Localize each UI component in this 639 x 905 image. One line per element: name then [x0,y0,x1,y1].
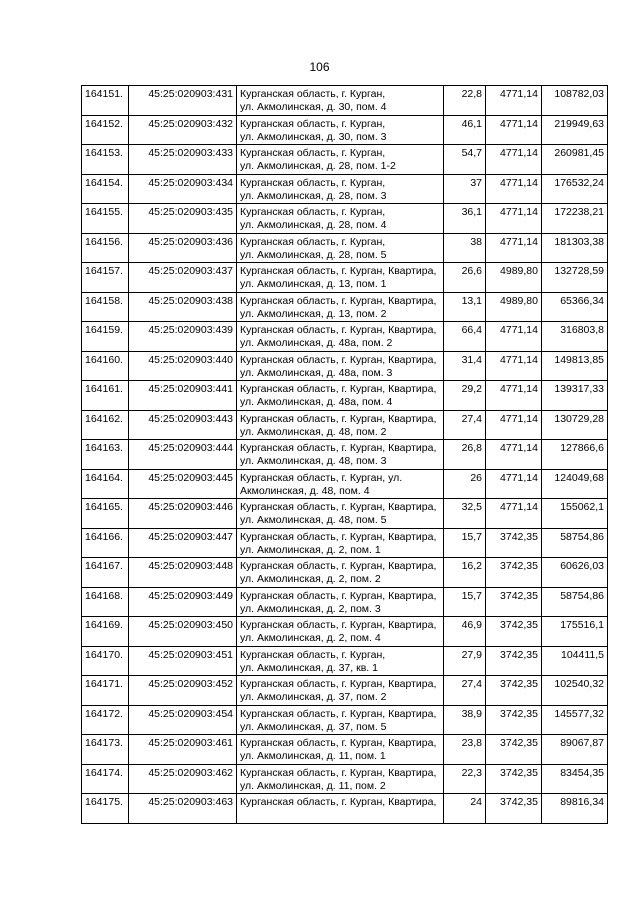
area-value: 23,8 [444,735,486,765]
row-number: 164155. [82,204,129,234]
row-number: 164170. [82,646,129,676]
address-line: ул. Акмолинская, д. 28, пом. 1-2 [240,160,396,172]
cadastral-number: 45:25:020903:444 [129,440,237,470]
cadastral-value: 260981,45 [542,145,608,175]
row-number: 164157. [82,263,129,293]
specific-value: 4771,14 [486,499,542,529]
address-cell [237,558,444,588]
address-line: Курганская область, г. Курган, Квартира, [240,383,437,395]
address-line: ул. Акмолинская, д. 37, пом. 5 [240,720,387,733]
cadastral-number: 45:25:020903:454 [129,705,237,735]
cadastral-number: 45:25:020903:451 [129,646,237,676]
specific-value: 4771,14 [486,351,542,381]
row-number: 164163. [82,440,129,470]
cadastral-number: 45:25:020903:462 [129,764,237,794]
table-row [82,617,608,647]
cadastral-number: 45:25:020903:450 [129,617,237,647]
area-value: 36,1 [444,204,486,234]
address-line: ул. Акмолинская, д. 48а, пом. 3 [240,366,393,379]
cadastral-value: 181303,38 [542,233,608,263]
address-cell [237,174,444,204]
cadastral-value: 132728,59 [542,263,608,293]
address-cell [237,469,444,499]
cadastral-number: 45:25:020903:441 [129,381,237,411]
specific-value: 3742,35 [486,764,542,794]
row-number: 164165. [82,499,129,529]
row-number: 164161. [82,381,129,411]
address-cell [237,528,444,558]
specific-value: 4771,14 [486,410,542,440]
cadastral-value: 316803,8 [542,322,608,352]
address-line: ул. Акмолинская, д. 2, пом. 3 [240,602,381,615]
cadastral-value: 89816,34 [542,794,608,824]
address-cell [237,676,444,706]
specific-value: 4771,14 [486,322,542,352]
address-cell [237,86,444,116]
address-line: Акмолинская, д. 48, пом. 4 [240,484,370,497]
specific-value: 4771,14 [486,86,542,116]
cadastral-number: 45:25:020903:433 [129,145,237,175]
cadastral-number: 45:25:020903:434 [129,174,237,204]
cadastral-number: 45:25:020903:461 [129,735,237,765]
address-line: Курганская область, г. Курган, [240,648,386,661]
specific-value: 4771,14 [486,381,542,411]
address-line: Курганская область, г. Курган, Квартира, [240,619,437,631]
address-line: ул. Акмолинская, д. 48а, пом. 2 [240,337,393,349]
address-line: ул. Акмолинская, д. 48, пом. 2 [240,425,387,438]
row-number: 164162. [82,410,129,440]
specific-value: 3742,35 [486,617,542,647]
row-number: 164171. [82,676,129,706]
cadastral-number: 45:25:020903:443 [129,410,237,440]
area-value: 46,1 [444,115,486,145]
specific-value: 3742,35 [486,587,542,617]
row-number: 164166. [82,528,129,558]
table-row [82,440,608,470]
table-row [82,322,608,352]
row-number: 164175. [82,794,129,824]
table-row [82,705,608,735]
address-line: Курганская область, г. Курган, [240,176,386,189]
area-value: 38,9 [444,705,486,735]
specific-value: 3742,35 [486,676,542,706]
address-cell [237,263,444,293]
specific-value: 4771,14 [486,233,542,263]
row-number: 164164. [82,469,129,499]
cadastral-number: 45:25:020903:447 [129,528,237,558]
address-line: ул. Акмолинская, д. 37, пом. 2 [240,691,387,703]
cadastral-number: 45:25:020903:435 [129,204,237,234]
address-line: ул. Акмолинская, д. 28, пом. 4 [240,219,387,231]
area-value: 26,8 [444,440,486,470]
address-line: ул. Акмолинская, д. 37, кв. 1 [240,661,378,674]
row-number: 164159. [82,322,129,352]
table-row [82,410,608,440]
table-row [82,499,608,529]
address-line: Курганская область, г. Курган, Квартира, [240,560,437,572]
table-row [82,735,608,765]
cadastral-value: 145577,32 [542,705,608,735]
area-value: 27,9 [444,646,486,676]
table-row [82,263,608,293]
address-line: ул. Акмолинская, д. 48а, пом. 4 [240,396,393,408]
table-row [82,794,608,824]
address-line: Курганская область, г. Курган, Квартира, [240,324,437,336]
address-line: Курганская область, г. Курган, Квартира, [240,678,437,690]
row-number: 164174. [82,764,129,794]
address-line: ул. Акмолинская, д. 13, пом. 2 [240,307,387,320]
row-number: 164160. [82,351,129,381]
cadastral-value: 58754,86 [542,587,608,617]
table-row [82,528,608,558]
cadastral-number: 45:25:020903:448 [129,558,237,588]
area-value: 27,4 [444,410,486,440]
area-value: 26 [444,469,486,499]
table-row [82,646,608,676]
address-cell [237,292,444,322]
address-line: Курганская область, г. Курган, Квартира, [240,294,437,307]
area-value: 54,7 [444,145,486,175]
table-row [82,351,608,381]
table-row [82,115,608,145]
address-cell [237,233,444,263]
table-row [82,174,608,204]
row-number: 164158. [82,292,129,322]
row-number: 164173. [82,735,129,765]
cadastral-value: 108782,03 [542,86,608,116]
address-line: ул. Акмолинская, д. 28, пом. 5 [240,248,387,261]
cadastral-value: 65366,34 [542,292,608,322]
address-line: ул. Акмолинская, д. 2, пом. 1 [240,543,381,556]
address-cell [237,705,444,735]
row-number: 164168. [82,587,129,617]
address-line: Курганская область, г. Курган, Квартира, [240,501,437,513]
row-number: 164156. [82,233,129,263]
address-line: ул. Акмолинская, д. 2, пом. 4 [240,632,381,644]
address-cell [237,204,444,234]
cadastral-number: 45:25:020903:445 [129,469,237,499]
address-cell [237,440,444,470]
address-line: Курганская область, г. Курган, Квартира, [240,766,437,779]
table-row [82,381,608,411]
specific-value: 3742,35 [486,646,542,676]
cadastral-value: 155062,1 [542,499,608,529]
area-value: 32,5 [444,499,486,529]
address-cell [237,145,444,175]
cadastral-number: 45:25:020903:440 [129,351,237,381]
specific-value: 3742,35 [486,558,542,588]
address-line: ул. Акмолинская, д. 11, пом. 1 [240,750,386,762]
specific-value: 4989,80 [486,263,542,293]
table-row [82,587,608,617]
table-row [82,204,608,234]
area-value: 15,7 [444,528,486,558]
area-value: 37 [444,174,486,204]
address-line: ул. Акмолинская, д. 48, пом. 3 [240,455,387,467]
page-number: 106 [309,60,330,74]
cadastral-value: 124049,68 [542,469,608,499]
area-value: 22,3 [444,764,486,794]
address-cell [237,499,444,529]
table-row [82,469,608,499]
address-cell [237,764,444,794]
specific-value: 4771,14 [486,204,542,234]
address-cell [237,115,444,145]
area-value: 31,4 [444,351,486,381]
cadastral-value-table [81,85,608,824]
address-line: Курганская область, г. Курган, Квартира, [240,796,437,808]
address-line: Курганская область, г. Курган, Квартира, [240,589,437,602]
table-body [82,86,608,824]
address-line: Курганская область, г. Курган, Квартира, [240,707,437,720]
address-cell [237,735,444,765]
row-number: 164169. [82,617,129,647]
area-value: 16,2 [444,558,486,588]
cadastral-number: 45:25:020903:431 [129,86,237,116]
area-value: 13,1 [444,292,486,322]
row-number: 164151. [82,86,129,116]
address-line: Курганская область, г. Курган, [240,206,386,218]
area-value: 27,4 [444,676,486,706]
address-line: Курганская область, г. Курган, [240,147,386,159]
cadastral-number: 45:25:020903:438 [129,292,237,322]
table-row [82,86,608,116]
row-number: 164153. [82,145,129,175]
area-value: 22,8 [444,86,486,116]
specific-value: 3742,35 [486,705,542,735]
table-row [82,233,608,263]
address-line: Курганская область, г. Курган, Квартира, [240,412,437,425]
specific-value: 3742,35 [486,794,542,824]
cadastral-value: 139317,33 [542,381,608,411]
address-line: Курганская область, г. Курган, ул. [240,471,403,484]
cadastral-value: 58754,86 [542,528,608,558]
specific-value: 4771,14 [486,440,542,470]
specific-value: 4771,14 [486,174,542,204]
cadastral-value: 172238,21 [542,204,608,234]
cadastral-value: 175516,1 [542,617,608,647]
cadastral-value: 104411,5 [542,646,608,676]
area-value: 29,2 [444,381,486,411]
table-row [82,764,608,794]
address-cell [237,322,444,352]
address-line: Курганская область, г. Курган, Квартира, [240,442,437,454]
cadastral-value: 219949,63 [542,115,608,145]
address-cell [237,646,444,676]
specific-value: 4989,80 [486,292,542,322]
address-line: Курганская область, г. Курган, Квартира, [240,737,437,749]
cadastral-number: 45:25:020903:432 [129,115,237,145]
address-line: ул. Акмолинская, д. 11, пом. 2 [240,779,386,792]
specific-value: 4771,14 [486,145,542,175]
area-value: 46,9 [444,617,486,647]
address-cell [237,381,444,411]
table-row [82,292,608,322]
area-value: 15,7 [444,587,486,617]
address-line: ул. Акмолинская, д. 28, пом. 3 [240,189,387,202]
table-row [82,558,608,588]
cadastral-value: 102540,32 [542,676,608,706]
address-line: Курганская область, г. Курган, [240,88,386,100]
address-cell [237,587,444,617]
specific-value: 3742,35 [486,528,542,558]
area-value: 24 [444,794,486,824]
row-number: 164152. [82,115,129,145]
address-cell [237,794,444,824]
cadastral-number: 45:25:020903:452 [129,676,237,706]
cadastral-value: 149813,85 [542,351,608,381]
address-line: ул. Акмолинская, д. 2, пом. 2 [240,573,381,585]
cadastral-value: 176532,24 [542,174,608,204]
address-line: Курганская область, г. Курган, [240,117,386,130]
address-line: ул. Акмолинская, д. 48, пом. 5 [240,514,387,526]
row-number: 164172. [82,705,129,735]
address-cell [237,410,444,440]
area-value: 26,6 [444,263,486,293]
cadastral-number: 45:25:020903:446 [129,499,237,529]
table-row [82,145,608,175]
row-number: 164167. [82,558,129,588]
cadastral-value: 60626,03 [542,558,608,588]
cadastral-number: 45:25:020903:439 [129,322,237,352]
cadastral-value: 83454,35 [542,764,608,794]
specific-value: 4771,14 [486,115,542,145]
cadastral-number: 45:25:020903:437 [129,263,237,293]
area-value: 66,4 [444,322,486,352]
address-cell [237,617,444,647]
cadastral-value: 127866,6 [542,440,608,470]
cadastral-number: 45:25:020903:463 [129,794,237,824]
table-row [82,676,608,706]
cadastral-value: 130729,28 [542,410,608,440]
area-value: 38 [444,233,486,263]
cadastral-value: 89067,87 [542,735,608,765]
specific-value: 3742,35 [486,735,542,765]
address-cell [237,351,444,381]
cadastral-number: 45:25:020903:449 [129,587,237,617]
address-line: Курганская область, г. Курган, Квартира, [240,353,437,366]
cadastral-number: 45:25:020903:436 [129,233,237,263]
address-line: Курганская область, г. Курган, [240,235,386,248]
specific-value: 4771,14 [486,469,542,499]
row-number: 164154. [82,174,129,204]
address-line: Курганская область, г. Курган, Квартира, [240,265,437,277]
address-line: ул. Акмолинская, д. 30, пом. 3 [240,130,387,143]
address-line: ул. Акмолинская, д. 30, пом. 4 [240,101,387,113]
address-line: ул. Акмолинская, д. 13, пом. 1 [240,278,387,290]
address-line: Курганская область, г. Курган, Квартира, [240,530,437,543]
